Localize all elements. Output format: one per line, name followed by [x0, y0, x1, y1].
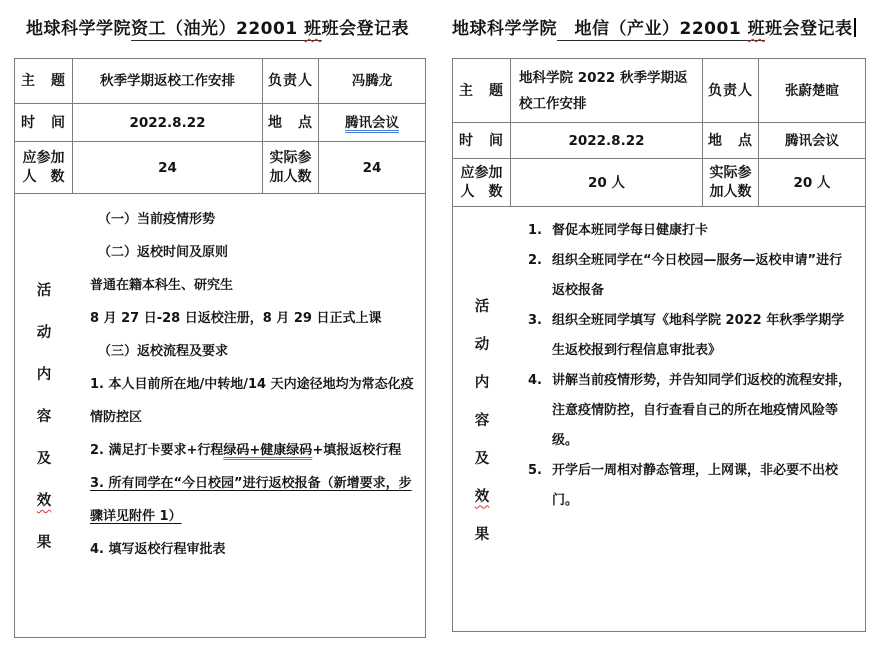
right-sidebar-char: 及 — [474, 450, 490, 467]
left-actual-value[interactable]: 24 — [319, 142, 425, 194]
left-content-line — [90, 269, 415, 302]
right-place-value[interactable]: 腾讯会议 — [759, 123, 865, 159]
left-document[interactable] — [14, 14, 426, 638]
item-text: 开学后一周相对静态管理，上网课，非必要不出校门。 — [552, 463, 839, 508]
right-expected-value[interactable]: 20 人 — [511, 159, 703, 207]
right-content-area[interactable] — [511, 207, 865, 631]
item-text: 组织全班同学在“今日校园—服务—返校申请”进行返校报备 — [552, 253, 843, 298]
right-leader-label: 负责人 — [703, 59, 759, 123]
left-content-line — [90, 467, 415, 533]
right-sidebar-char: 容 — [474, 412, 490, 429]
left-time-value[interactable]: 2022.8.22 — [73, 104, 263, 142]
item-number: 5. — [528, 463, 542, 478]
left-content-line — [90, 533, 415, 566]
right-content-item — [528, 456, 855, 516]
right-actual-label-l1: 实际参 — [709, 164, 752, 181]
right-topic-label: 主 题 — [453, 59, 511, 123]
left-sidebar-char: 容 — [36, 409, 52, 425]
left-leader-label: 负责人 — [263, 59, 319, 104]
left-content-text: 8 月 27 日-28 日返校注册，8 月 29 日正式上课 — [90, 311, 382, 326]
left-registration-table[interactable] — [14, 58, 426, 638]
left-doc-title[interactable] — [26, 16, 426, 43]
left-content-text: 2. 满足打卡要求+行程 — [90, 443, 224, 458]
right-title-class-char-wrap — [748, 19, 766, 41]
left-title-class-char-wrap — [304, 19, 322, 41]
item-text: 组织全班同学填写《地科学院 2022 年秋季学期学生返校报到行程信息审批表》 — [552, 313, 845, 358]
right-expected-label-l1: 应参加 — [460, 164, 503, 181]
left-content-text: （三）返校流程及要求 — [98, 344, 229, 359]
left-place-value-text: 腾讯会议 — [345, 114, 399, 131]
right-sidebar-char: 活 — [474, 298, 490, 315]
right-place-label: 地 点 — [703, 123, 759, 159]
left-content-text: （二）返校时间及原则 — [98, 245, 229, 260]
left-content-text-underlined: 3. 所有同学在“今日校园”进行返校报备（新增要求，步骤详见附件 1） — [90, 476, 412, 524]
right-actual-value[interactable]: 20 人 — [759, 159, 865, 207]
left-topic-label: 主 题 — [15, 59, 73, 104]
item-number: 2. — [528, 253, 542, 268]
left-content-line — [90, 203, 415, 236]
right-content-item — [528, 246, 855, 306]
left-content-text: （一）当前疫情形势 — [98, 212, 216, 227]
left-sidebar-char: 果 — [36, 535, 52, 551]
right-content-item — [528, 216, 855, 246]
left-title-suffix: 班会登记表 — [321, 19, 410, 39]
right-sidebar-char-squiggly: 效 — [474, 488, 490, 505]
left-actual-label-l2: 加人数 — [269, 168, 312, 185]
right-title-prefix: 地球科学学院 — [452, 19, 557, 39]
right-sidebar-char: 动 — [474, 336, 490, 353]
left-content-text: +填报返校行程 — [312, 443, 402, 458]
left-expected-label-l2: 人 数 — [22, 168, 65, 185]
right-leader-value[interactable]: 张蔚楚暄 — [759, 59, 865, 123]
right-content-item — [528, 366, 855, 456]
left-place-label: 地 点 — [263, 104, 319, 142]
right-title-suffix: 班会登记表 — [765, 19, 853, 39]
right-registration-table[interactable] — [452, 58, 866, 632]
item-text: 讲解当前疫情形势，并告知同学们返校的流程安排，注意疫情防控，自行查看自己的所在地疫情风险等级。 — [552, 373, 852, 448]
left-actual-label-l1: 实际参 — [269, 149, 312, 166]
left-content-text: 普通在籍本科生、研究生 — [90, 278, 234, 293]
right-actual-label — [703, 159, 759, 207]
left-content-line — [90, 236, 415, 269]
left-sidebar-char: 活 — [36, 283, 52, 299]
item-text: 督促本班同学每日健康打卡 — [552, 223, 709, 238]
right-topic-value[interactable]: 地科学院 2022 秋季学期返校工作安排 — [511, 59, 703, 123]
left-expected-label — [15, 142, 73, 194]
right-activity-sidebar — [453, 207, 511, 631]
right-time-label: 时 间 — [453, 123, 511, 159]
right-expected-label-l2: 人 数 — [460, 183, 503, 200]
left-sidebar-char: 内 — [36, 367, 52, 383]
right-sidebar-char: 内 — [474, 374, 490, 391]
left-content-text: 4. 填写返校行程审批表 — [90, 542, 226, 557]
right-content-item — [528, 306, 855, 366]
right-sidebar-char: 果 — [474, 526, 490, 543]
left-sidebar-char-squiggly: 效 — [36, 493, 52, 509]
left-title-squiggly-char: 班 — [304, 19, 322, 39]
text-cursor — [854, 18, 856, 37]
left-content-text: 1. 本人目前所在地/中转地/14 天内途径地均为常态化疫情防控区 — [90, 377, 414, 425]
item-number: 4. — [528, 373, 542, 388]
left-expected-label-l1: 应参加 — [22, 149, 65, 166]
item-number: 3. — [528, 313, 542, 328]
right-actual-label-l2: 加人数 — [709, 183, 752, 200]
left-actual-label — [263, 142, 319, 194]
right-title-underlined: 地信（产业）22001 — [557, 19, 748, 39]
left-content-line — [90, 434, 415, 467]
right-title-squiggly-char: 班 — [747, 19, 766, 39]
left-title-prefix: 地球科学学院 — [26, 19, 131, 39]
left-content-text-blue-underline: 绿码+健康绿码 — [223, 443, 313, 458]
left-topic-value[interactable]: 秋季学期返校工作安排 — [73, 59, 263, 104]
item-number: 1. — [528, 223, 542, 238]
left-content-line — [90, 302, 415, 335]
right-document[interactable] — [452, 14, 866, 632]
left-title-underlined: 资工（油光）22001 — [131, 19, 305, 39]
right-expected-label — [453, 159, 511, 207]
left-content-line — [90, 368, 415, 434]
left-activity-sidebar — [15, 194, 73, 637]
left-sidebar-char: 及 — [36, 451, 52, 467]
left-expected-value[interactable]: 24 — [73, 142, 263, 194]
left-content-area[interactable] — [73, 194, 425, 637]
left-place-value[interactable] — [319, 104, 425, 142]
left-time-label: 时 间 — [15, 104, 73, 142]
left-leader-value[interactable]: 冯腾龙 — [319, 59, 425, 104]
right-time-value[interactable]: 2022.8.22 — [511, 123, 703, 159]
right-doc-title[interactable] — [452, 16, 866, 43]
left-content-line — [90, 335, 415, 368]
left-sidebar-char: 动 — [36, 325, 52, 341]
